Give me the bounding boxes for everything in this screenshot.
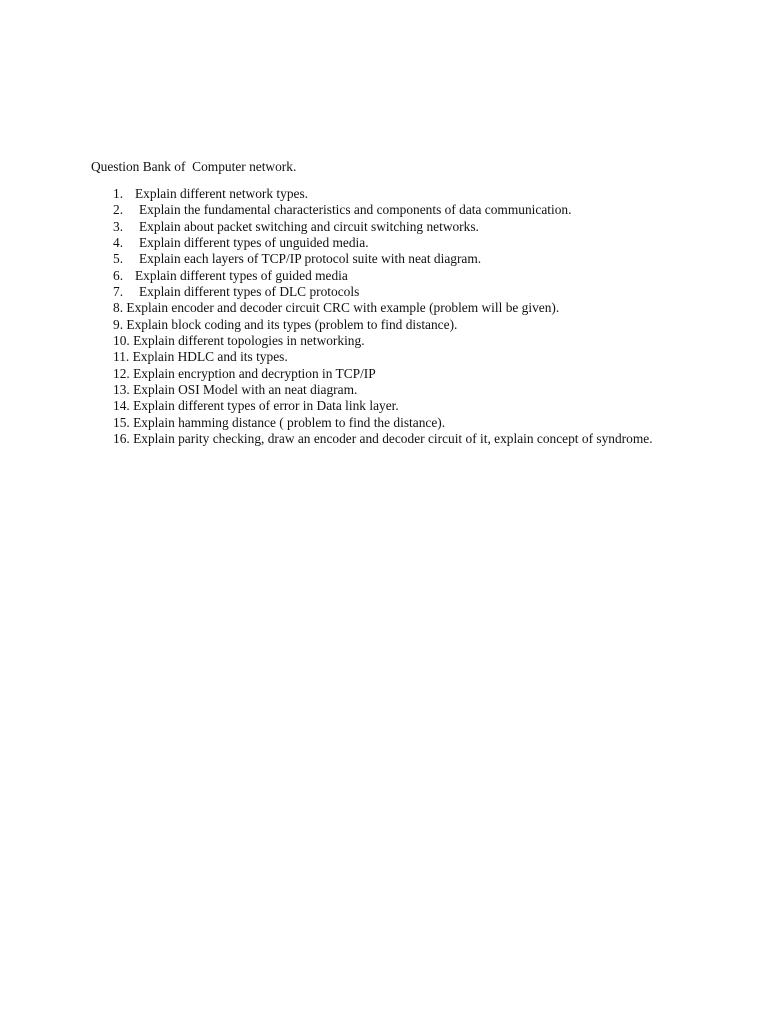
question-number: 11. <box>113 349 130 365</box>
question-text: Explain parity checking, draw an encoder and decoder circuit of it, explain concept of syndrome. <box>133 431 653 447</box>
question-number: 13. <box>113 382 130 398</box>
question-text: Explain the fundamental characteristics and components of data communication. <box>139 202 572 218</box>
question-item <box>0 333 768 349</box>
question-text: Explain hamming distance ( problem to find the distance). <box>133 414 446 430</box>
question-number: 5. <box>113 251 124 267</box>
question-text: Explain different types of DLC protocols <box>139 284 360 300</box>
question-text: Explain encryption and decryption in TCP/IP <box>133 365 376 381</box>
question-item <box>0 349 768 365</box>
question-number: 9. <box>113 316 124 332</box>
question-item <box>0 186 768 202</box>
document-heading: Question Bank of Computer network. <box>91 159 297 174</box>
question-item <box>0 202 768 218</box>
question-text: Explain different types of guided media <box>135 267 348 283</box>
question-text: Explain OSI Model with an neat diagram. <box>133 382 358 398</box>
question-list <box>0 186 768 448</box>
question-item <box>0 431 768 447</box>
question-item <box>0 300 768 316</box>
question-number: 1. <box>113 186 124 201</box>
question-number: 8. <box>113 300 124 316</box>
question-text: Explain different network types. <box>135 186 309 201</box>
question-number: 12. <box>113 365 130 381</box>
question-item <box>0 398 768 414</box>
question-number: 10. <box>113 333 130 349</box>
question-number: 16. <box>113 431 130 447</box>
question-item <box>0 317 768 333</box>
question-text: Explain encoder and decoder circuit CRC with example (problem will be given). <box>126 300 560 316</box>
question-text: Explain about packet switching and circuit switching networks. <box>139 218 479 234</box>
question-item <box>0 366 768 382</box>
question-item <box>0 251 768 267</box>
question-item <box>0 219 768 235</box>
question-number: 7. <box>113 284 124 300</box>
question-number: 15. <box>113 414 130 430</box>
question-item <box>0 382 768 398</box>
question-text: Explain different types of error in Data link layer. <box>133 398 399 414</box>
question-item <box>0 268 768 284</box>
question-text: Explain each layers of TCP/IP protocol suite with neat diagram. <box>139 251 482 267</box>
question-item <box>0 235 768 251</box>
question-text: Explain HDLC and its types. <box>132 349 288 365</box>
question-item <box>0 415 768 431</box>
question-number: 6. <box>113 267 124 283</box>
question-number: 2. <box>113 202 124 218</box>
question-number: 4. <box>113 235 124 251</box>
question-text: Explain block coding and its types (problem to find distance). <box>126 316 458 332</box>
question-item <box>0 284 768 300</box>
question-number: 14. <box>113 398 130 414</box>
question-number: 3. <box>113 218 124 234</box>
question-text: Explain different types of unguided media. <box>139 235 369 251</box>
question-text: Explain different topologies in networking. <box>133 333 365 349</box>
